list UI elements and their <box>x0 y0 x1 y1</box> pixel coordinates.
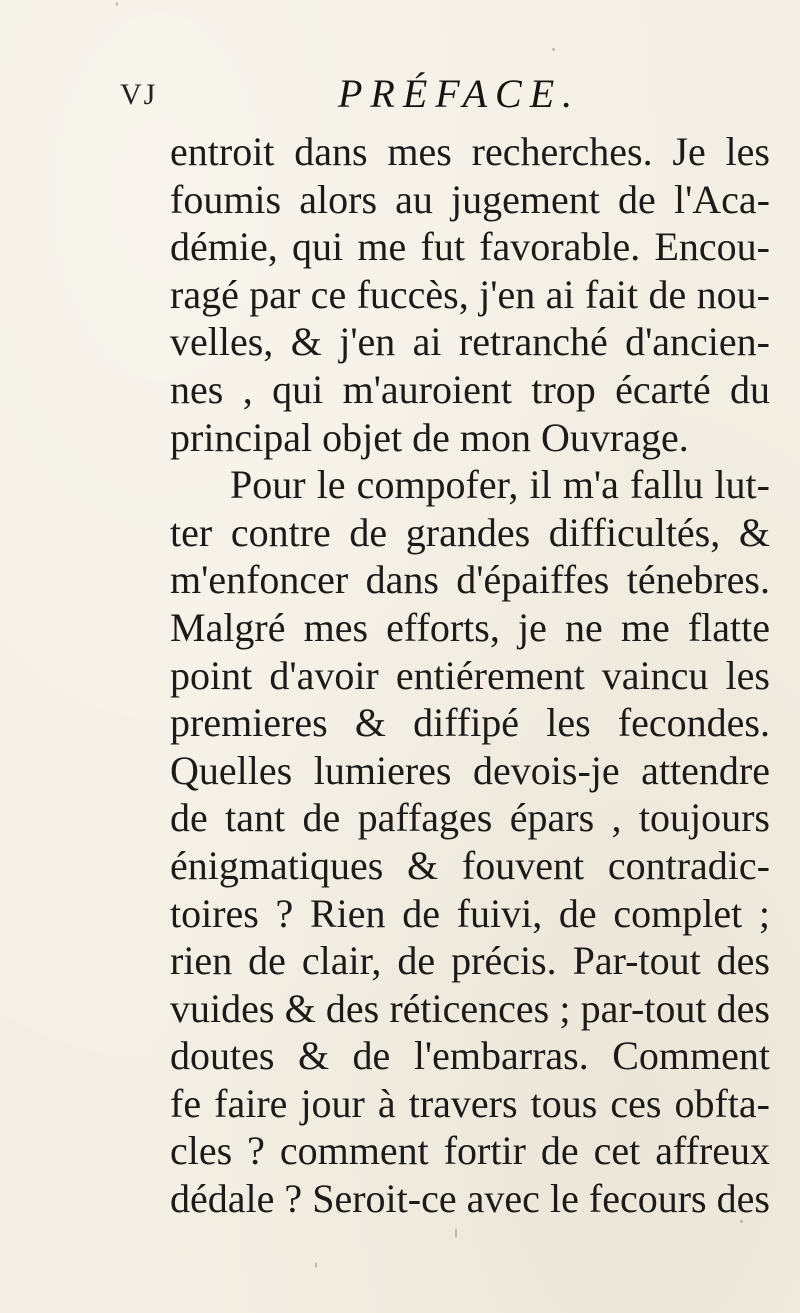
paper-speck <box>552 48 555 51</box>
text-line: ragé par ce fuccès, j'en ai fait de nou- <box>170 271 770 317</box>
paper-speck <box>740 1220 743 1223</box>
text-line: Quelles lumieres devois-je attendre <box>170 747 770 793</box>
text-line: rien de clair, de précis. Par-tout des <box>170 938 770 984</box>
running-title: PRÉFACE. <box>338 71 581 116</box>
text-line: de tant de paffages épars , toujours <box>170 795 770 841</box>
paper-speck <box>455 1228 457 1238</box>
text-line: premieres & diffipé les fecondes. <box>170 700 770 746</box>
text-line: Pour le compofer, il m'a fallu lut- <box>230 462 770 508</box>
paper-speck <box>315 1262 317 1268</box>
text-line: Malgré mes efforts, je ne me flatte <box>170 604 770 650</box>
text-line: velles, & j'en ai retranché d'ancien- <box>170 319 770 365</box>
text-line: toires ? Rien de fuivi, de complet ; <box>170 890 770 936</box>
paper-speck <box>116 2 118 6</box>
text-line: ter contre de grandes difficultés, & <box>170 509 770 555</box>
text-line: vuides & des réticences ; par-tout des <box>170 985 770 1031</box>
text-line: démie, qui me fut favorable. Encou- <box>170 224 770 270</box>
running-head <box>120 64 760 114</box>
text-line: cles ? comment fortir de cet affreux <box>170 1128 770 1174</box>
text-line: dédale ? Seroit-ce avec le fecours des <box>170 1176 770 1222</box>
text-line: principal objet de mon Ouvrage. <box>170 414 689 460</box>
text-line: nes , qui m'auroient trop écarté du <box>170 366 770 412</box>
text-line: foumis alors au jugement de l'Aca- <box>170 176 770 222</box>
text-line: m'enfoncer dans d'épaiffes ténebres. <box>170 557 770 603</box>
page-number: VJ <box>120 78 158 111</box>
text-line: point d'avoir entiérement vaincu les <box>170 652 770 698</box>
text-line: doutes & de l'embarras. Comment <box>170 1033 770 1079</box>
text-line: énigmatiques & fouvent contradic- <box>170 842 770 888</box>
text-line: fe faire jour à travers tous ces obfta- <box>170 1080 770 1126</box>
text-line: entroit dans mes recherches. Je les <box>170 129 770 174</box>
body-text <box>170 128 770 1223</box>
